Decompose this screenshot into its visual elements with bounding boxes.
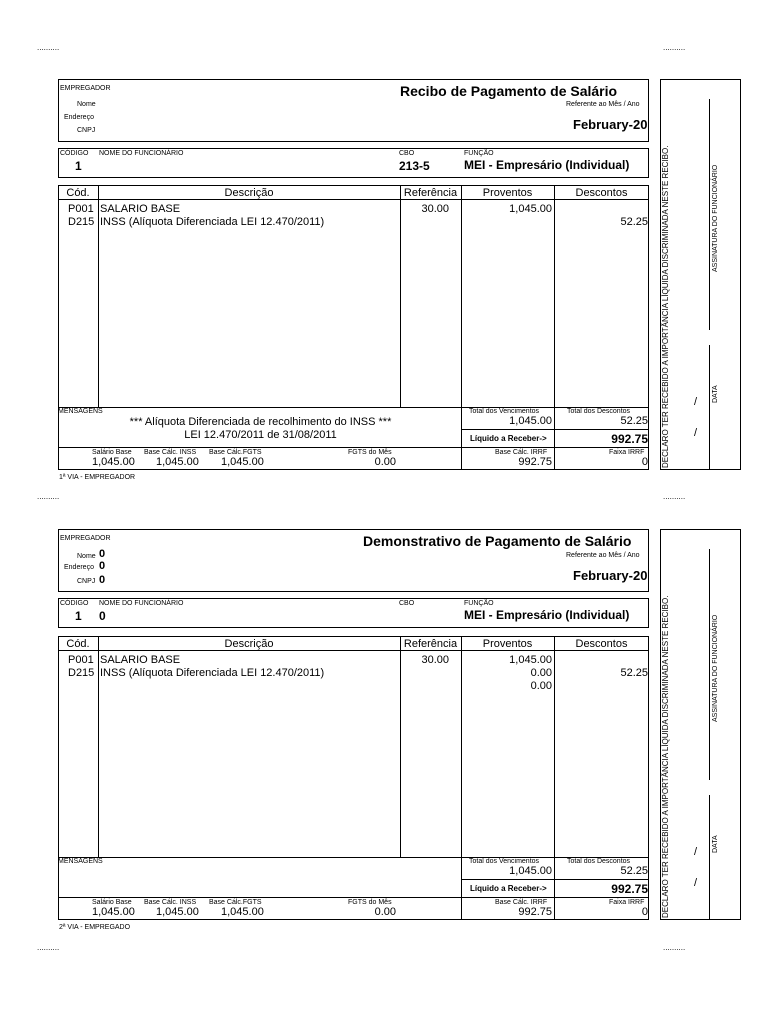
cut-mark: .......... — [37, 943, 60, 952]
base-inss-label: Base Cálc. INSS — [144, 449, 197, 456]
total-vencimentos: 1,045.00 — [509, 865, 552, 877]
cnpj-value: 0 — [99, 574, 106, 586]
message-line-1: *** Alíquota Diferenciada de recolhimento do INSS *** — [129, 416, 392, 428]
endereco-label: Endereço — [64, 564, 94, 571]
date-slash: / — [694, 846, 698, 858]
col-cod: Cód. — [66, 638, 90, 650]
message-line-2: LEI 12.470/2011 de 31/08/2011 — [184, 429, 337, 441]
assinatura-label: ASSINATURA DO FUNCIONÁRIO — [712, 164, 719, 272]
row-prov: 0.00 — [530, 680, 552, 692]
date-slash: / — [694, 877, 698, 889]
signature-box — [660, 79, 741, 470]
empregador-label: EMPREGADOR — [60, 85, 111, 92]
codigo-label: CÓDIGO — [60, 150, 89, 157]
date-slash: / — [694, 427, 698, 439]
employee-code: 1 — [75, 159, 82, 173]
cut-mark: .......... — [663, 43, 686, 52]
funcao-label: FUNÇÃO — [464, 150, 494, 157]
data-label: DATA — [712, 835, 719, 853]
total-vencimentos: 1,045.00 — [509, 415, 552, 427]
nome-funcionario-label: NOME DO FUNCIONÁRIO — [99, 150, 184, 157]
salario-base-label: Salário Base — [92, 449, 132, 456]
total-descontos: 52.25 — [620, 865, 648, 877]
reference-month: February-20 — [573, 568, 648, 583]
salario-base-label: Salário Base — [92, 899, 132, 906]
row-desc: INSS (Alíquota Diferenciada LEI 12.470/2011) — [100, 216, 325, 228]
row-prov: 0.00 — [530, 667, 552, 679]
row-prov: 1,045.00 — [509, 203, 552, 215]
cut-mark: .......... — [663, 492, 686, 501]
assinatura-label: ASSINATURA DO FUNCIONÁRIO — [712, 614, 719, 722]
empregador-label: EMPREGADOR — [60, 535, 111, 542]
row-cod: D215 — [68, 216, 95, 228]
base-irrf: 992.75 — [518, 456, 552, 468]
base-irrf: 992.75 — [518, 906, 552, 918]
faixa-irrf-label: Faixa IRRF — [609, 449, 645, 456]
col-proventos: Proventos — [482, 638, 533, 650]
base-inss: 1,045.00 — [156, 456, 199, 468]
base-inss-label: Base Cálc. INSS — [144, 899, 197, 906]
cbo-label: CBO — [399, 600, 415, 607]
liquido-value: 992.75 — [611, 432, 648, 446]
codigo-label: CÓDIGO — [60, 600, 89, 607]
referente-label: Referente ao Mês / Ano — [566, 552, 640, 559]
cut-mark: .......... — [663, 943, 686, 952]
total-descontos: 52.25 — [620, 415, 648, 427]
base-irrf-label: Base Cálc. IRRF — [495, 449, 548, 456]
fgts-mes: 0.00 — [374, 906, 396, 918]
base-fgts-label: Base Cálc.FGTS — [209, 899, 262, 906]
cnpj-label: CNPJ — [77, 578, 96, 585]
signature-box — [660, 529, 741, 920]
faixa-irrf-label: Faixa IRRF — [609, 899, 645, 906]
row-desc: INSS (Alíquota Diferenciada LEI 12.470/2011) — [100, 667, 325, 679]
col-referencia: Referência — [403, 187, 458, 199]
signature-line — [709, 549, 710, 780]
base-fgts: 1,045.00 — [221, 906, 264, 918]
nome-label: Nome — [77, 101, 96, 108]
employee-code: 1 — [75, 609, 82, 623]
total-descontos-label: Total dos Descontos — [567, 858, 631, 865]
base-fgts-label: Base Cálc.FGTS — [209, 449, 262, 456]
row-desc: SALARIO BASE — [100, 654, 181, 666]
funcao-value: MEI - Empresário (Individual) — [464, 608, 630, 622]
row-desc: SALARIO BASE — [100, 203, 181, 215]
declaro-text: DECLARO TER RECEBIDO A IMPORTÂNCIA LÍQUIDA DISCRIMINADA NESTE RECIBO. — [661, 595, 670, 918]
cut-mark: .......... — [37, 492, 60, 501]
total-descontos-label: Total dos Descontos — [567, 408, 631, 415]
col-referencia: Referência — [403, 638, 458, 650]
cnpj-label: CNPJ — [77, 127, 96, 134]
col-descontos: Descontos — [575, 187, 628, 199]
liquido-label: Líquido a Receber-> — [470, 884, 547, 893]
total-vencimentos-label: Total dos Vencimentos — [469, 858, 540, 865]
fgts-mes-label: FGTS do Mês — [348, 449, 392, 456]
nome-label: Nome — [77, 553, 96, 560]
reference-month: February-20 — [573, 117, 648, 132]
nome-value: 0 — [99, 548, 106, 560]
row-cod: D215 — [68, 667, 95, 679]
funcao-value: MEI - Empresário (Individual) — [464, 158, 630, 172]
liquido-label: Líquido a Receber-> — [470, 434, 547, 443]
signature-line — [709, 99, 710, 330]
row-cod: P001 — [68, 654, 94, 666]
date-slash: / — [694, 396, 698, 408]
liquido-value: 992.75 — [611, 882, 648, 896]
base-inss: 1,045.00 — [156, 906, 199, 918]
declaro-text: DECLARO TER RECEBIDO A IMPORTÂNCIA LÍQUIDA DISCRIMINADA NESTE RECIBO. — [661, 145, 670, 468]
row-prov: 1,045.00 — [509, 654, 552, 666]
col-descontos: Descontos — [575, 638, 628, 650]
faixa-irrf: 0 — [641, 456, 648, 468]
row-ref: 30.00 — [421, 654, 449, 666]
date-line — [709, 345, 710, 470]
row-descontos: 52.25 — [620, 216, 648, 228]
endereco-label: Endereço — [64, 114, 94, 121]
col-descricao: Descrição — [224, 638, 274, 650]
base-fgts: 1,045.00 — [221, 456, 264, 468]
row-descontos: 52.25 — [620, 667, 648, 679]
cbo-value: 213-5 — [399, 159, 430, 173]
col-cod: Cód. — [66, 187, 90, 199]
funcao-label: FUNÇÃO — [464, 600, 494, 607]
col-descricao: Descrição — [224, 187, 274, 199]
receipt-title: Recibo de Pagamento de Salário — [400, 83, 618, 99]
via-label: 1ª VIA - EMPREGADOR — [59, 474, 136, 481]
mensagens-label: MENSAGENS — [58, 408, 103, 415]
fgts-mes: 0.00 — [374, 456, 396, 468]
employee-name: 0 — [99, 609, 106, 623]
salario-base: 1,045.00 — [92, 456, 135, 468]
date-line — [709, 795, 710, 920]
cbo-label: CBO — [399, 150, 415, 157]
row-cod: P001 — [68, 203, 94, 215]
endereco-value: 0 — [99, 560, 106, 572]
receipt-title: Demonstrativo de Pagamento de Salário — [363, 533, 632, 549]
salario-base: 1,045.00 — [92, 906, 135, 918]
faixa-irrf: 0 — [641, 906, 648, 918]
col-proventos: Proventos — [482, 187, 533, 199]
mensagens-label: MENSAGENS — [58, 858, 103, 865]
referente-label: Referente ao Mês / Ano — [566, 101, 640, 108]
fgts-mes-label: FGTS do Mês — [348, 899, 392, 906]
row-ref: 30.00 — [421, 203, 449, 215]
total-vencimentos-label: Total dos Vencimentos — [469, 408, 540, 415]
via-label: 2ª VIA - EMPREGADO — [59, 924, 131, 931]
nome-funcionario-label: NOME DO FUNCIONÁRIO — [99, 600, 184, 607]
base-irrf-label: Base Cálc. IRRF — [495, 899, 548, 906]
data-label: DATA — [712, 385, 719, 403]
cut-mark: .......... — [37, 43, 60, 52]
